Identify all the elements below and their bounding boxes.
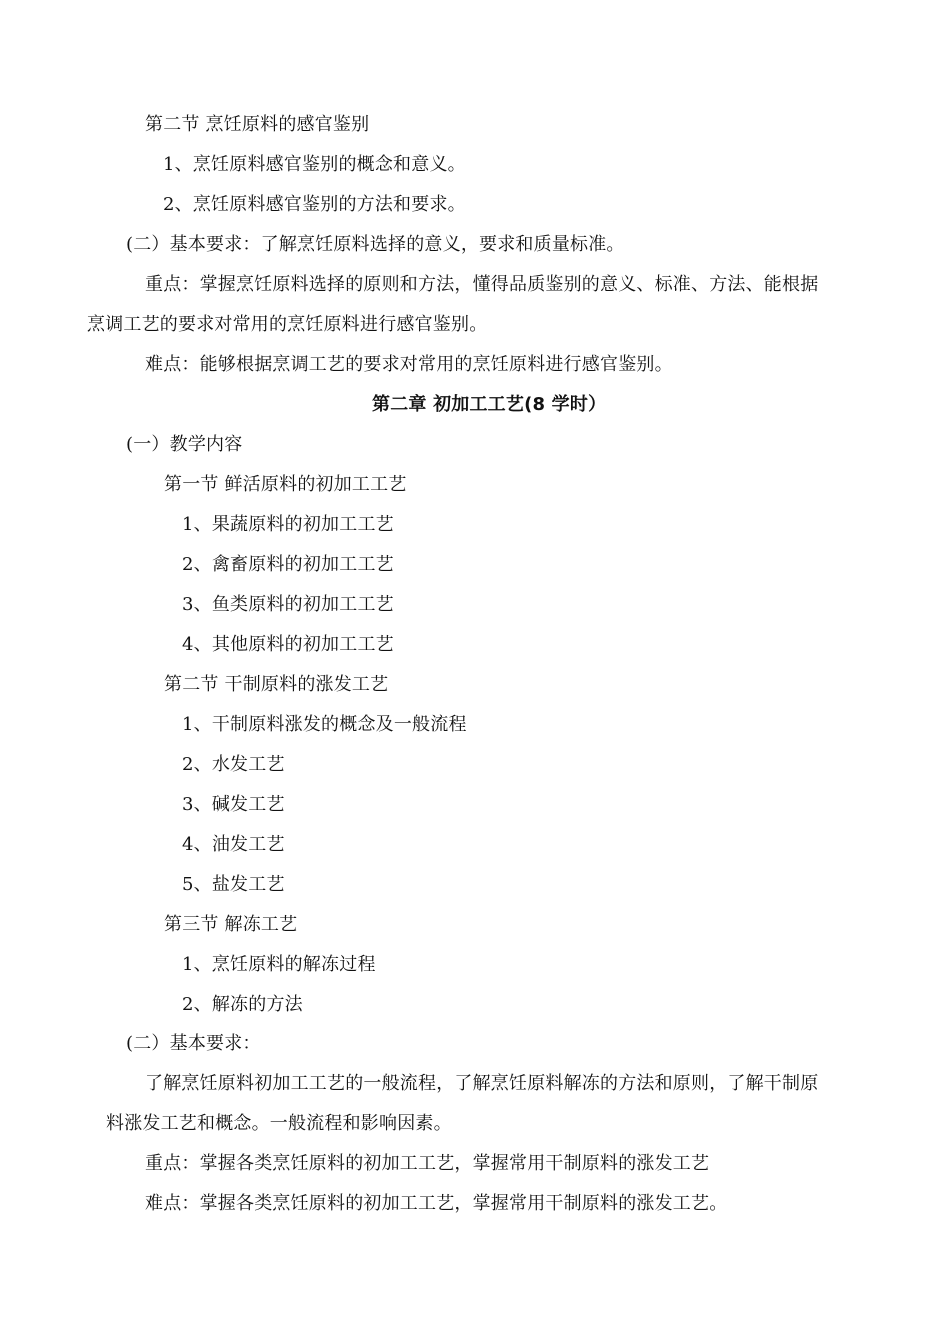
list-item: 4、油发工艺 bbox=[182, 834, 285, 855]
list-item: 1、烹饪原料感官鉴别的概念和意义。 bbox=[163, 154, 466, 175]
difficult-points: 难点：能够根据烹调工艺的要求对常用的烹饪原料进行感官鉴别。 bbox=[145, 354, 673, 375]
section-heading: 第三节 解冻工艺 bbox=[164, 914, 298, 935]
section-heading: 第一节 鲜活原料的初加工工艺 bbox=[164, 474, 407, 495]
requirements-text-continued: 料涨发工艺和概念。一般流程和影响因素。 bbox=[106, 1113, 452, 1134]
key-points: 重点：掌握各类烹饪原料的初加工工艺，掌握常用干制原料的涨发工艺 bbox=[145, 1153, 710, 1174]
section-heading: 第二节 干制原料的涨发工艺 bbox=[164, 674, 389, 695]
list-item: 2、禽畜原料的初加工工艺 bbox=[182, 554, 394, 575]
list-item: 5、盐发工艺 bbox=[182, 874, 285, 895]
key-points-continued: 烹调工艺的要求对常用的烹饪原料进行感官鉴别。 bbox=[87, 314, 488, 335]
requirements-heading: (二）基本要求： bbox=[126, 1033, 261, 1054]
difficult-points: 难点：掌握各类烹饪原料的初加工工艺，掌握常用干制原料的涨发工艺。 bbox=[145, 1193, 728, 1214]
teaching-content-heading: (一）教学内容 bbox=[126, 434, 243, 455]
list-item: 1、干制原料涨发的概念及一般流程 bbox=[182, 714, 467, 735]
list-item: 2、水发工艺 bbox=[182, 754, 285, 775]
requirements-heading: (二）基本要求：了解烹饪原料选择的意义，要求和质量标准。 bbox=[126, 234, 625, 255]
list-item: 3、碱发工艺 bbox=[182, 794, 285, 815]
list-item: 1、果蔬原料的初加工工艺 bbox=[182, 514, 394, 535]
key-points: 重点：掌握烹饪原料选择的原则和方法，懂得品质鉴别的意义、标准、方法、能根据 bbox=[145, 274, 819, 295]
list-item: 2、解冻的方法 bbox=[182, 994, 303, 1015]
section-heading: 第二节 烹饪原料的感官鉴别 bbox=[145, 114, 370, 135]
list-item: 3、鱼类原料的初加工工艺 bbox=[182, 594, 394, 615]
chapter-title: 第二章 初加工工艺(8 学时） bbox=[372, 394, 607, 415]
list-item: 4、其他原料的初加工工艺 bbox=[182, 634, 394, 655]
list-item: 1、烹饪原料的解冻过程 bbox=[182, 954, 376, 975]
list-item: 2、烹饪原料感官鉴别的方法和要求。 bbox=[163, 194, 466, 215]
requirements-text: 了解烹饪原料初加工工艺的一般流程，了解烹饪原料解冻的方法和原则，了解干制原 bbox=[145, 1073, 819, 1094]
